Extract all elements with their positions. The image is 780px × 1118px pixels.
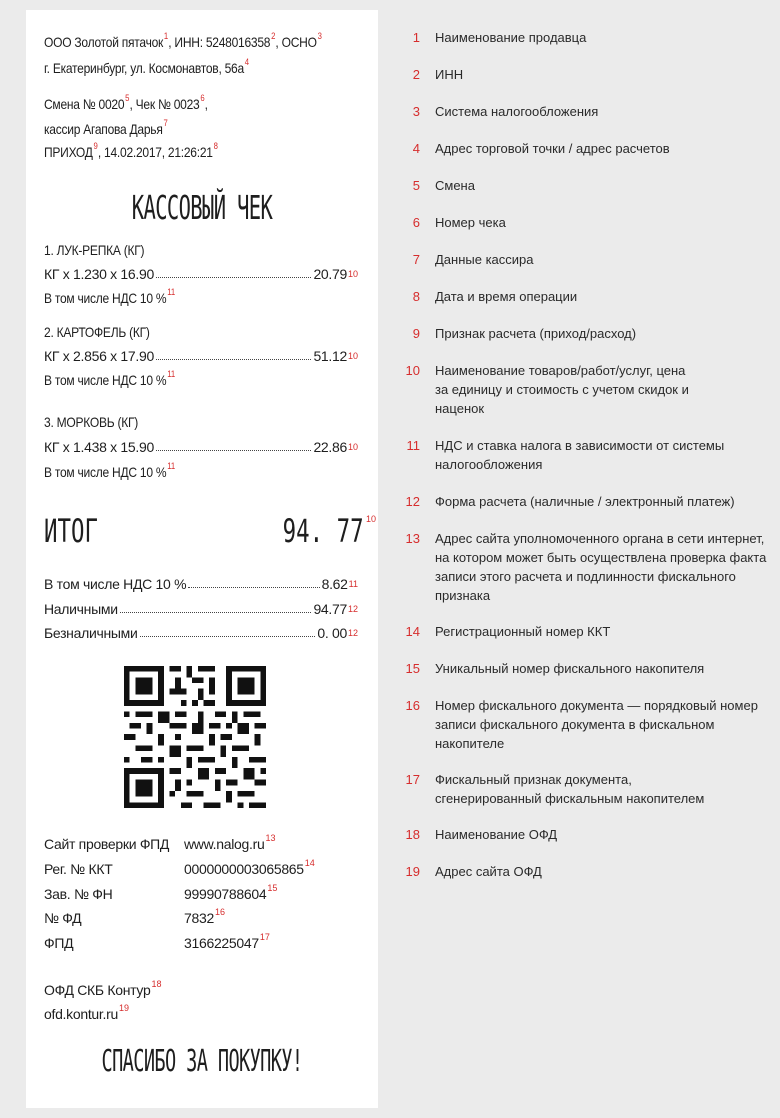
legend-item [392,862,772,881]
cash-label: Наличными [44,601,118,617]
seller-name: ООО Золотой пятачок [44,34,164,50]
legend-item [392,176,772,195]
legend-number: 16 [405,698,420,713]
legend-text: Уникальный номер фискального накопителя [435,661,705,676]
marker: 9 [93,141,98,151]
legend-number: 11 [406,438,420,453]
marker: 2 [271,31,276,41]
item-vat: В том числе НДС 10 %$^{11}$ [44,369,176,388]
vat-total-label: В том числе НДС 10 % [44,576,187,592]
total-value: 94. 77 [283,512,364,550]
marker: 10 [347,351,358,361]
marker: 10 [347,269,358,279]
item-calc-row [44,266,358,282]
legend-text: Фискальный признак документа, сгенерированный фискальным накопителем [435,772,705,806]
total-row [44,512,376,552]
field-value: 99990788604$^{15}$ [184,883,278,902]
legend-number: 18 [405,827,420,842]
marker: 1 [163,31,169,41]
legend-text: Форма расчета (наличные / электронный платеж) [435,494,735,509]
legend-item [392,324,772,343]
marker: 11 [167,461,176,471]
item-calc: КГ х 1.230 х 16.90 [44,266,154,282]
legend-text: НДС и ставка налога в зависимости от системы налогообложения [435,438,725,472]
marker: 11 [167,369,176,379]
marker: 10 [347,442,358,452]
check-number-text: Чек № 0023 [135,96,200,112]
legend-item [392,28,772,47]
legend-item [392,696,772,753]
legend-number: 4 [412,141,420,156]
item-sum: 51.12 [313,348,347,364]
legend-item [392,825,772,844]
legend-text: Регистрационный номер ККТ [435,624,611,639]
item-calc: КГ х 2.856 х 17.90 [44,348,154,364]
marker: 8 [213,141,218,151]
cashless-label: Безналичными [44,625,138,641]
legend-item [392,659,772,678]
legend-item [392,65,772,84]
legend-number: 12 [405,494,420,509]
item-vat: В том числе НДС 10 %$^{11}$ [44,461,176,480]
legend-number: 14 [405,624,420,639]
legend-text: Дата и время операции [435,289,578,304]
legend-text: ИНН [435,67,464,82]
legend-item [392,622,772,641]
marker: 11 [167,287,176,297]
legend-number: 17 [405,772,420,787]
tax-system: ОСНО [281,34,317,50]
cashless-value: 0. 00 [317,625,347,641]
legend-text: Наименование товаров/работ/услуг, цена за единицу и стоимость с учетом скидок и наценок [435,363,689,416]
field-label: № ФД [44,910,82,926]
cashier-line [44,118,168,137]
marker: 12 [347,604,358,614]
marker: 6 [200,93,205,103]
cash-value: 94.77 [313,601,347,617]
legend-item [392,492,772,511]
legend-text: Данные кассира [435,252,534,267]
address-line [44,57,250,76]
cashier-text: кассир Агапова Дарья [44,121,163,137]
legend-text: Номер чека [435,215,506,230]
legend-item [392,770,772,808]
legend-item [392,529,772,605]
legend-number: 7 [412,252,420,267]
field-label: ФПД [44,935,74,951]
seller-inn: ИНН: 5248016358 [174,34,271,50]
operation-type: ПРИХОД [44,144,93,160]
receipt [26,10,378,1108]
legend-item [392,250,772,269]
legend-number: 19 [405,864,420,879]
item-calc: КГ х 1.438 х 15.90 [44,439,154,455]
shift-text: Смена № 0020 [44,96,125,112]
operation-line: ПРИХОД$^9$, 14.02.2017, $21:26:21^8$ [44,141,218,160]
marker: 4 [244,57,250,67]
legend-item [392,213,772,232]
item-calc-row [44,348,358,364]
legend-text: Адрес сайта ОФД [435,864,542,879]
field-label: Сайт проверки ФПД [44,836,170,852]
legend-number: 8 [412,289,420,304]
legend-text: Наименование ОФД [435,827,558,842]
legend-number: 9 [412,326,420,341]
legend-item [392,361,772,418]
legend-text: Система налогообложения [435,104,599,119]
field-label: Рег. № ККТ [44,861,113,877]
legend-text: Номер фискального документа — порядковый номер записи фискального документа в фискальном накопителе [435,698,758,751]
vat-total-row [44,576,358,592]
field-value: 7832$^{16}$ [184,907,225,926]
marker: 11 [348,579,358,589]
legend-text: Наименование продавца [435,30,587,45]
item-calc-row [44,439,358,455]
total-label: ИТОГ [44,512,98,550]
item-name: 1. ЛУК-РЕПКА (КГ) [44,242,145,258]
legend-text: Адрес торговой точки / адрес расчетов [435,141,670,156]
cashless-row [44,625,358,641]
legend-text: Смена [435,178,475,193]
legend-text: Признак расчета (приход/расход) [435,326,637,341]
marker: 12 [347,628,358,638]
legend-number: 5 [412,178,420,193]
legend-number: 2 [412,67,420,82]
item-sum: 22.86 [313,439,347,455]
legend-number: 1 [412,30,420,45]
legend-item [392,287,772,306]
legend-item [392,102,772,121]
legend-number: 15 [405,661,420,676]
marker: 5 [125,93,130,103]
seller-line: ООО Золотой пятачок$^1$, ИНН: 5248016358$^2$, ОСНО$^3$ [44,31,322,50]
vat-total-value: 8.62 [321,576,348,592]
legend-text: Адрес сайта уполномоченного органа в сети интернет, на котором может быть осуществлена проверка факта записи этого расчета и подлинности фискального признака [435,531,767,603]
ofd-site: $ofd.kontur.ru^{19}$ [44,1003,129,1022]
ofd-name: ОФД СКБ Контур$^{18}$ [44,979,162,998]
marker: 7 [163,118,168,128]
item-name: 2. КАРТОФЕЛЬ (КГ) [44,324,150,340]
legend-number: 10 [405,363,420,378]
address-text: г. Екатеринбург, ул. Космонавтов, 56а [44,60,244,76]
legend-number: 13 [405,531,420,546]
item-vat: В том числе НДС 10 %$^{11}$ [44,287,176,306]
legend-item [392,436,772,474]
item-name: 3. МОРКОВЬ (КГ) [44,414,139,430]
receipt-title: КАССОВЫЙ ЧЕК [131,188,273,227]
shift-line: Смена № 0020$^5$, Чек № 0023$^6$, [44,93,208,112]
cash-row [44,601,358,617]
field-value: $www.nalog.ru^{13}$ [184,833,276,852]
item-sum: 20.79 [313,266,347,282]
field-value: 3166225047$^{17}$ [184,932,270,951]
operation-datetime: 14.02.2017, 21:26:21 [104,144,213,160]
marker: 3 [317,31,322,41]
field-value: 0000000003065865$^{14}$ [184,858,315,877]
legend-item [392,139,772,158]
thanks-text: СПАСИБО ЗА ПОКУПКУ! [101,1044,303,1079]
field-label: Зав. № ФН [44,886,113,902]
marker: 10 [365,514,376,524]
legend-number: 6 [412,215,420,230]
qr-code [124,666,266,808]
legend-number: 3 [412,104,420,119]
